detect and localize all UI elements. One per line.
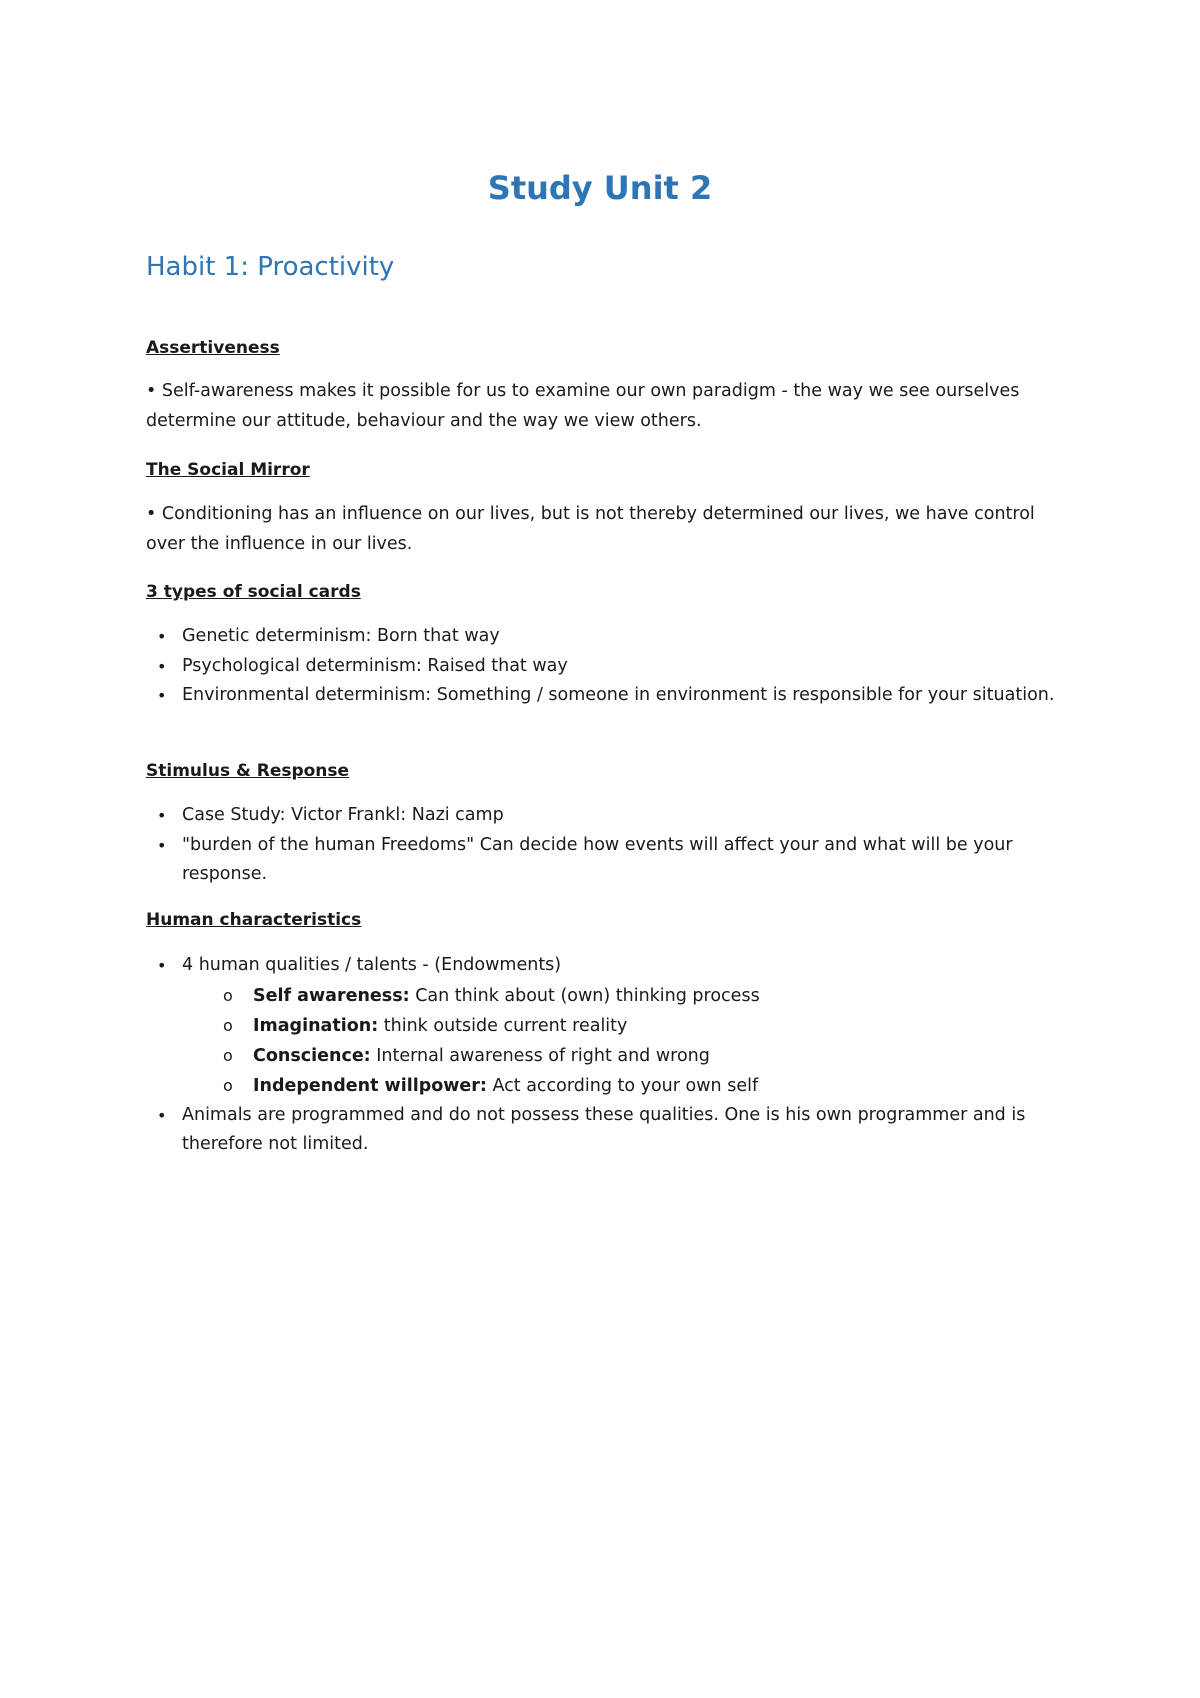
list-item xyxy=(146,681,1076,711)
bullet: • xyxy=(157,956,167,975)
sub-list-item xyxy=(182,1041,1076,1071)
sub-list-item xyxy=(182,981,1076,1011)
list-item xyxy=(146,652,1076,682)
term: Self awareness: xyxy=(253,985,410,1006)
sub-bullet: o xyxy=(223,1045,233,1065)
assertiveness-heading: Assertiveness xyxy=(146,338,280,358)
description: Internal awareness of right and wrong xyxy=(370,1045,710,1066)
list-item-text: Genetic determinism: Born that way xyxy=(182,626,500,646)
assertiveness-paragraph xyxy=(146,376,1076,436)
sub-list-item xyxy=(182,1071,1076,1101)
term: Independent willpower: xyxy=(253,1075,487,1096)
habit-heading: Habit 1: Proactivity xyxy=(146,252,395,282)
list-item-text: Animals are programmed and do not possess these qualities. One is his own programmer and is therefore not limited. xyxy=(182,1104,1026,1154)
term: Conscience: xyxy=(253,1045,371,1066)
bullet: • xyxy=(146,504,157,524)
human-characteristics-heading: Human characteristics xyxy=(146,910,362,930)
stimulus-response-heading: Stimulus & Response xyxy=(146,761,350,781)
social-mirror-text: Conditioning has an influence on our lives, but is not thereby determined our lives, we have control over the influence in our lives. xyxy=(146,504,1035,554)
list-item xyxy=(146,1101,1076,1160)
list-item-text: "burden of the human Freedoms" Can decide how events will affect your and what will be your response. xyxy=(182,834,1013,884)
description: think outside current reality xyxy=(378,1015,628,1036)
list-item xyxy=(146,951,1076,1101)
list-item-text: Psychological determinism: Raised that way xyxy=(182,655,568,676)
sub-bullet: o xyxy=(223,1015,233,1035)
stimulus-response-list xyxy=(146,801,1076,890)
document-title: Study Unit 2 xyxy=(487,169,713,207)
social-mirror-paragraph xyxy=(146,499,1076,559)
list-item xyxy=(146,622,1076,652)
bullet: • xyxy=(146,381,157,401)
list-item-text: 4 human qualities / talents - (Endowments) xyxy=(182,955,562,975)
bullet: • xyxy=(157,627,167,646)
list-item xyxy=(146,801,1076,831)
description: Can think about (own) thinking process xyxy=(409,985,760,1006)
assertiveness-text: Self-awareness makes it possible for us to examine our own paradigm - the way we see ourselves determine our attitude, behaviour and the way we view others. xyxy=(146,381,1020,431)
list-item-text: Environmental determinism: Something / someone in environment is responsible for your situation. xyxy=(182,685,1055,705)
social-mirror-heading: The Social Mirror xyxy=(146,460,310,480)
human-characteristics-list xyxy=(146,951,1076,1160)
endowments-sublist xyxy=(182,981,1076,1101)
sub-bullet: o xyxy=(223,985,233,1005)
bullet: • xyxy=(157,686,167,705)
social-cards-list xyxy=(146,622,1076,711)
sub-bullet: o xyxy=(223,1075,233,1095)
list-item-text: Case Study: Victor Frankl: Nazi camp xyxy=(182,805,504,825)
list-item xyxy=(146,831,1076,890)
description: Act according to your own self xyxy=(486,1075,759,1096)
bullet: • xyxy=(157,1105,167,1125)
bullet: • xyxy=(157,835,167,855)
bullet: • xyxy=(157,806,167,825)
bullet: • xyxy=(157,656,167,676)
sub-list-item xyxy=(182,1011,1076,1041)
term: Imagination: xyxy=(253,1015,379,1036)
social-cards-heading: 3 types of social cards xyxy=(146,582,361,602)
